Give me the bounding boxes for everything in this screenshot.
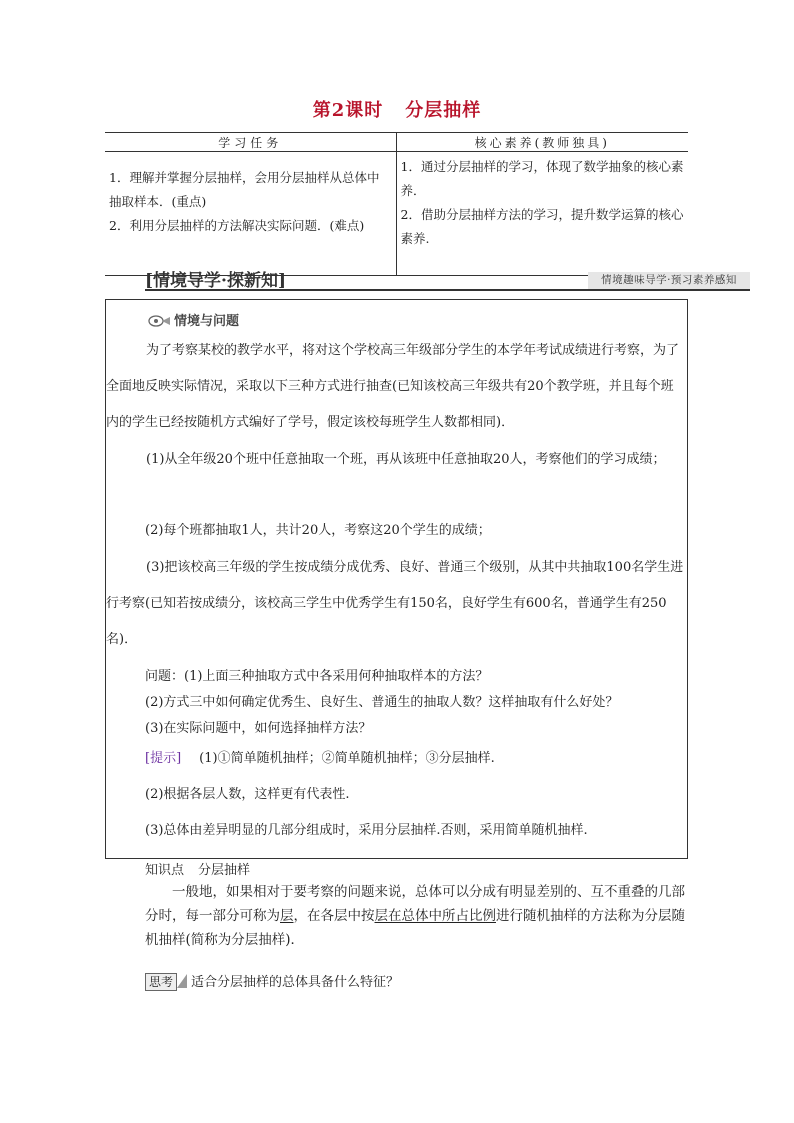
learning-tasks-table	[105, 132, 688, 276]
term-proportion: 层在总体中所占比例	[374, 908, 496, 924]
answer-3: (3)总体由差异明显的几部分组成时，采用分层抽样.否则，采用简单随机抽样.	[145, 823, 588, 838]
way-3: (3)把该校高三年级的学生按成绩分成优秀、良好、普通三个级别，从其中共抽取100名学生进行考察(已知若按成绩分，该校高三学生中优秀学生有150名，良好学生有600名，普通学生有250名)．	[106, 560, 684, 647]
way-1: (1)从全年级20个班中任意抽取一个班，再从该班中任意抽取20人，考察他们的学习成绩；	[146, 452, 666, 467]
knowledge-name: 分层抽样	[198, 863, 251, 878]
knowledge-label: 知识点	[145, 863, 185, 878]
way-2: (2)每个班都抽取1人，共计20人，考察这20个学生的成绩；	[145, 523, 491, 538]
think-triangle-icon	[177, 974, 187, 988]
task-item: 1．理解并掌握分层抽样，会用分层抽样从总体中抽取样本．(重点)	[109, 170, 380, 209]
definition-paragraph	[145, 880, 685, 952]
definition-text-3: 进行随机抽样的方法称为分层随机抽样(简称为分层抽样)．	[145, 908, 685, 948]
situation-label-text: 情境与问题	[174, 314, 240, 329]
table-header-literacy: 核心素养(教师独具)	[396, 133, 688, 152]
lesson-topic: 分层抽样	[405, 100, 482, 121]
situation-label	[147, 310, 239, 329]
think-tag: 思考	[145, 973, 177, 991]
definition-text-1: 一般地，如果相对于要考察的问题来说，总体可以分成有明显差别的、互不重叠的几部分时，每一部分可称为	[145, 884, 685, 924]
section-badge: 情境趣味导学·预习素养感知	[588, 272, 750, 289]
task-item: 2．利用分层抽样的方法解决实际问题．(难点)	[109, 218, 365, 233]
section-divider	[145, 289, 750, 291]
literacy-item: 2．借助分层抽样方法的学习，提升数学运算的核心素养.	[400, 207, 684, 246]
term-layer: 层	[280, 908, 294, 924]
answer-1: (1)①简单随机抽样；②简单随机抽样；③分层抽样.	[199, 751, 495, 766]
situation-intro: 为了考察某校的教学水平，将对这个学校高三年级部分学生的本学年考试成绩进行考察，为了全面地反映实际情况，采取以下三种方式进行抽查(已知该校高三年级共有20个教学班，并且每个班内的学生已经按随机方式编好了学号，假定该校每班学生人数都相同)．	[106, 343, 680, 430]
think-question: 适合分层抽样的总体具备什么特征？	[191, 975, 400, 990]
question-2: (2)方式三中如何确定优秀生、良好生、普通生的抽取人数？这样抽取有什么好处？	[145, 695, 619, 710]
answer-2: (2)根据各层人数，这样更有代表性.	[145, 787, 350, 802]
think-prompt	[145, 971, 399, 991]
question-1: 问题：(1)上面三种抽取方式中各采用何种抽取样本的方法？	[145, 669, 489, 684]
section-heading: [情境导学·探新知]	[145, 271, 287, 291]
page-title	[0, 96, 794, 122]
lesson-number: 第2课时	[312, 100, 384, 121]
hint-tag: [提示]	[145, 751, 182, 766]
situation-icon	[147, 313, 171, 329]
hint-answer-1	[145, 746, 684, 772]
tasks-cell	[105, 152, 396, 276]
definition-text-2: ，在各层中按	[293, 908, 375, 924]
literacy-cell	[396, 152, 688, 276]
knowledge-point-label	[145, 859, 250, 878]
literacy-item: 1．通过分层抽样的学习，体现了数学抽象的核心素养．	[400, 159, 684, 198]
question-3: (3)在实际问题中，如何选择抽样方法？	[145, 721, 372, 736]
table-header-tasks: 学习任务	[105, 133, 396, 152]
